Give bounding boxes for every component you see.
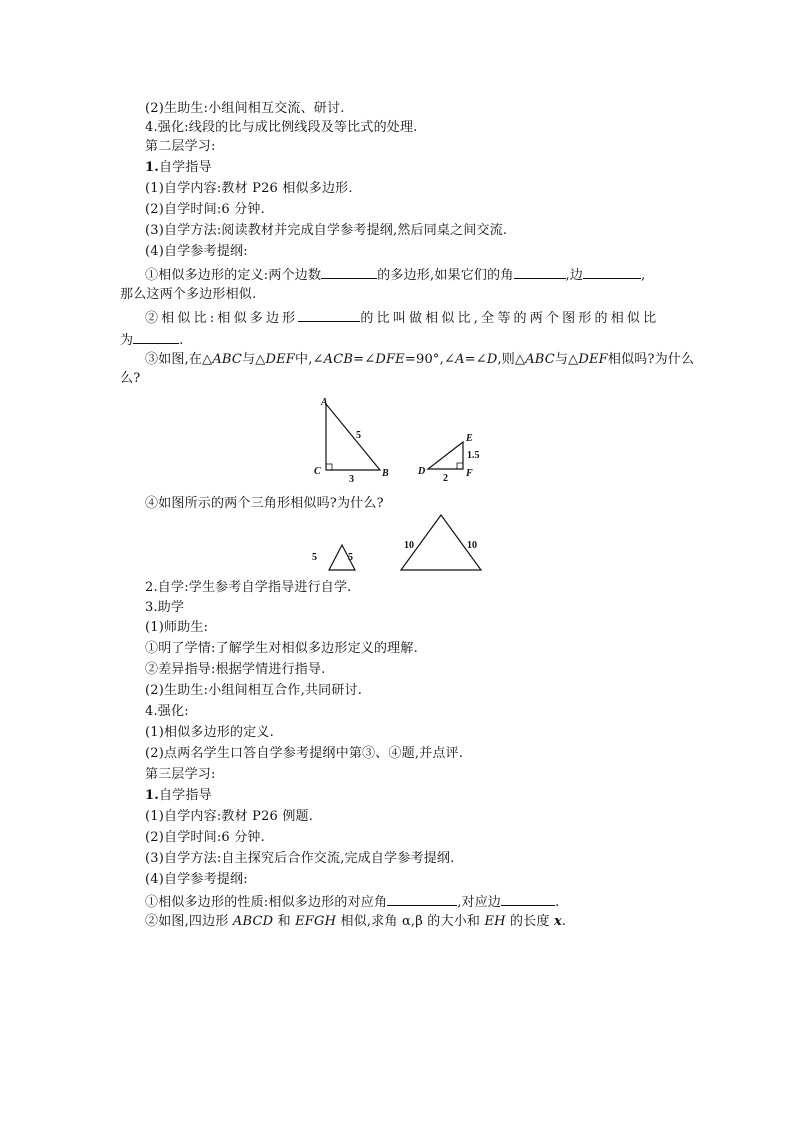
text-line: (3)自学方法:自主探究后合作交流,完成自学参考提纲.	[145, 851, 455, 866]
text-line: (2)生助生:小组间相互合作,共同研讨.	[145, 683, 363, 698]
right-angle-mark	[326, 464, 332, 470]
subsection-heading: 1.自学指导	[145, 788, 212, 803]
triangle-def	[428, 442, 463, 469]
vertex-label-e: E	[466, 433, 473, 444]
text-line: (2)点两名学生口答自学参考提纲中第③、④题,并点评.	[145, 746, 464, 761]
text-line: ①明了学情:了解学生对相似多边形定义的理解.	[145, 641, 418, 656]
text-line: (1)自学内容:教材 P26 相似多边形.	[145, 181, 353, 196]
vertex-label-d: D	[418, 466, 426, 477]
vertex-label-f: F	[466, 468, 473, 479]
text-line: 为 .	[120, 333, 184, 348]
side-label-ab: 5	[356, 430, 361, 441]
text-line: 么?	[120, 371, 141, 386]
text-line: (3)自学方法:阅读教材并完成自学参考提纲,然后同桌之间交流.	[145, 223, 508, 238]
side-label: 10	[404, 540, 414, 551]
section-heading: 第三层学习:	[145, 767, 216, 782]
side-label: 5	[348, 552, 353, 563]
text-line: 4.强化:线段的比与成比例线段及等比式的处理.	[145, 120, 418, 135]
question-4: ④如图所示的两个三角形相似吗?为什么?	[145, 496, 384, 511]
question-2: ②相似比:相似多边形 的比叫做相似比,全等的两个图形的相似比	[145, 311, 660, 326]
text-line: (1)师助生:	[145, 620, 209, 635]
vertex-label-b: B	[382, 468, 389, 479]
side-label-cb: 3	[349, 474, 354, 484]
question-1: ①相似多边形的性质:相似多边形的对应角 ,对应边 .	[145, 895, 560, 910]
subsection-heading: 1.自学指导	[145, 160, 212, 175]
side-label: 10	[467, 540, 477, 551]
answer-blank	[321, 266, 377, 279]
right-triangles-figure	[300, 392, 500, 484]
side-label: 5	[312, 552, 317, 563]
isosceles-triangles-figure	[300, 510, 500, 576]
question-2: ②如图,四边形 ABCD 和 EFGH 相似,求角 α,β 的大小和 EH 的长度 x.	[145, 914, 567, 929]
answer-blank	[298, 309, 360, 322]
text-line: (2)生助生:小组间相互交流、研讨.	[145, 101, 345, 116]
side-label-ef: 1.5	[467, 450, 480, 461]
answer-blank	[387, 893, 457, 906]
question-3: ③如图,在△ABC与△DEF中,∠ACB=∠DFE=90°,∠A=∠D,则△ABC与△DEF相似吗?为什么	[145, 352, 695, 367]
text-line: ②差异指导:根据学情进行指导.	[145, 662, 326, 677]
subsection-heading: 4.强化:	[145, 704, 189, 719]
text-line: 那么这两个多边形相似.	[120, 287, 257, 302]
text-line: (1)自学内容:教材 P26 例题.	[145, 809, 314, 824]
subsection-heading: 3.助学	[145, 600, 185, 615]
section-heading: 第二层学习:	[145, 139, 216, 154]
vertex-label-a: A	[321, 397, 328, 408]
text-line: (2)自学时间:6 分钟.	[145, 202, 265, 217]
answer-blank	[501, 893, 555, 906]
text-line: (4)自学参考提纲:	[145, 244, 248, 259]
side-label-df: 2	[443, 473, 448, 484]
vertex-label-c: C	[314, 466, 321, 477]
text-line: (4)自学参考提纲:	[145, 872, 248, 887]
text-line: 2.自学:学生参考自学指导进行自学.	[145, 580, 352, 595]
answer-blank	[583, 266, 641, 279]
answer-blank	[133, 331, 179, 344]
triangle-abc	[326, 404, 380, 470]
text-line: (1)相似多边形的定义.	[145, 725, 274, 740]
question-1: ①相似多边形的定义:两个边数 的多边形,如果它们的角 ,边 ,	[145, 268, 646, 283]
text-line: (2)自学时间:6 分钟.	[145, 830, 265, 845]
answer-blank	[514, 266, 566, 279]
right-angle-mark	[457, 463, 463, 469]
